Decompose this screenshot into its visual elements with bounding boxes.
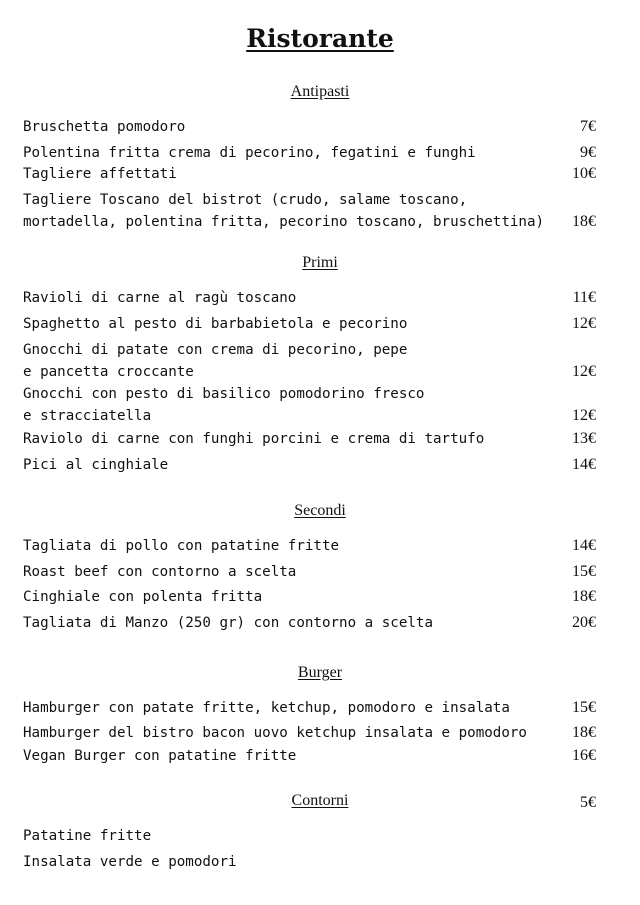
menu-item-name: Tagliata di pollo con patatine fritte xyxy=(23,538,340,554)
page-title: Ristorante xyxy=(246,24,394,53)
menu-item-price: 12€ xyxy=(572,315,596,332)
menu-item-price: 12€ xyxy=(572,407,596,424)
menu-item-name: Raviolo di carne con funghi porcini e crema di tartufo xyxy=(23,431,485,447)
menu-item-price: 14€ xyxy=(572,456,596,473)
section-heading-contorni: Contorni xyxy=(291,792,349,809)
menu-item-name: Hamburger del bistro bacon uovo ketchup insalata e pomodoro xyxy=(23,725,527,741)
menu-item-price: 12€ xyxy=(572,363,596,380)
section-heading-burger: Burger xyxy=(297,664,343,681)
menu-item-name-line2: mortadella, polentina fritta, pecorino toscano, bruschettina) xyxy=(23,214,545,230)
section-heading-secondi: Secondi xyxy=(294,502,346,519)
menu-item-name-line1: Gnocchi di patate con crema di pecorino, pepe xyxy=(23,342,408,358)
menu-item-price: 15€ xyxy=(572,699,596,716)
contorni-item: Insalata verde e pomodori xyxy=(23,854,237,870)
menu-item-price: 10€ xyxy=(572,165,596,182)
section-price-contorni: 5€ xyxy=(580,794,596,811)
menu-item-name: Hamburger con patate fritte, ketchup, pomodoro e insalata xyxy=(23,700,510,716)
menu-item-price: 20€ xyxy=(572,614,596,631)
menu-item-name: Bruschetta pomodoro xyxy=(23,119,186,135)
menu-item-name: Tagliere affettati xyxy=(23,166,177,182)
menu-item-name: Polentina fritta crema di pecorino, fegatini e funghi xyxy=(23,145,476,161)
menu-item-price: 16€ xyxy=(572,747,596,764)
menu-item-price: 18€ xyxy=(572,588,596,605)
menu-item-name: Tagliata di Manzo (250 gr) con contorno a scelta xyxy=(23,615,433,631)
menu-item-name-line2: e pancetta croccante xyxy=(23,364,194,380)
menu-item-name: Ravioli di carne al ragù toscano xyxy=(23,290,297,306)
menu-item-price: 15€ xyxy=(572,563,596,580)
contorni-item: Patatine fritte xyxy=(23,828,152,844)
menu-item-name: Spaghetto al pesto di barbabietola e pecorino xyxy=(23,316,408,332)
menu-item-price: 9€ xyxy=(580,144,596,161)
section-heading-antipasti: Antipasti xyxy=(290,83,350,100)
menu-item-price: 13€ xyxy=(572,430,596,447)
menu-item-name: Roast beef con contorno a scelta xyxy=(23,564,297,580)
menu-item-price: 14€ xyxy=(572,537,596,554)
menu-item-name: Pici al cinghiale xyxy=(23,457,169,473)
menu-item-price: 18€ xyxy=(572,213,596,230)
section-heading-primi: Primi xyxy=(302,254,338,271)
menu-item-name: Vegan Burger con patatine fritte xyxy=(23,748,297,764)
menu-item-name-line2: e stracciatella xyxy=(23,408,152,424)
menu-item-price: 11€ xyxy=(572,289,596,306)
menu-item-price: 18€ xyxy=(572,724,596,741)
menu-item-price: 7€ xyxy=(580,118,596,135)
menu-item-name-line1: Gnocchi con pesto di basilico pomodorino fresco xyxy=(23,386,425,402)
menu-item-name-line1: Tagliere Toscano del bistrot (crudo, salame toscano, xyxy=(23,192,468,208)
menu-item-name: Cinghiale con polenta fritta xyxy=(23,589,263,605)
